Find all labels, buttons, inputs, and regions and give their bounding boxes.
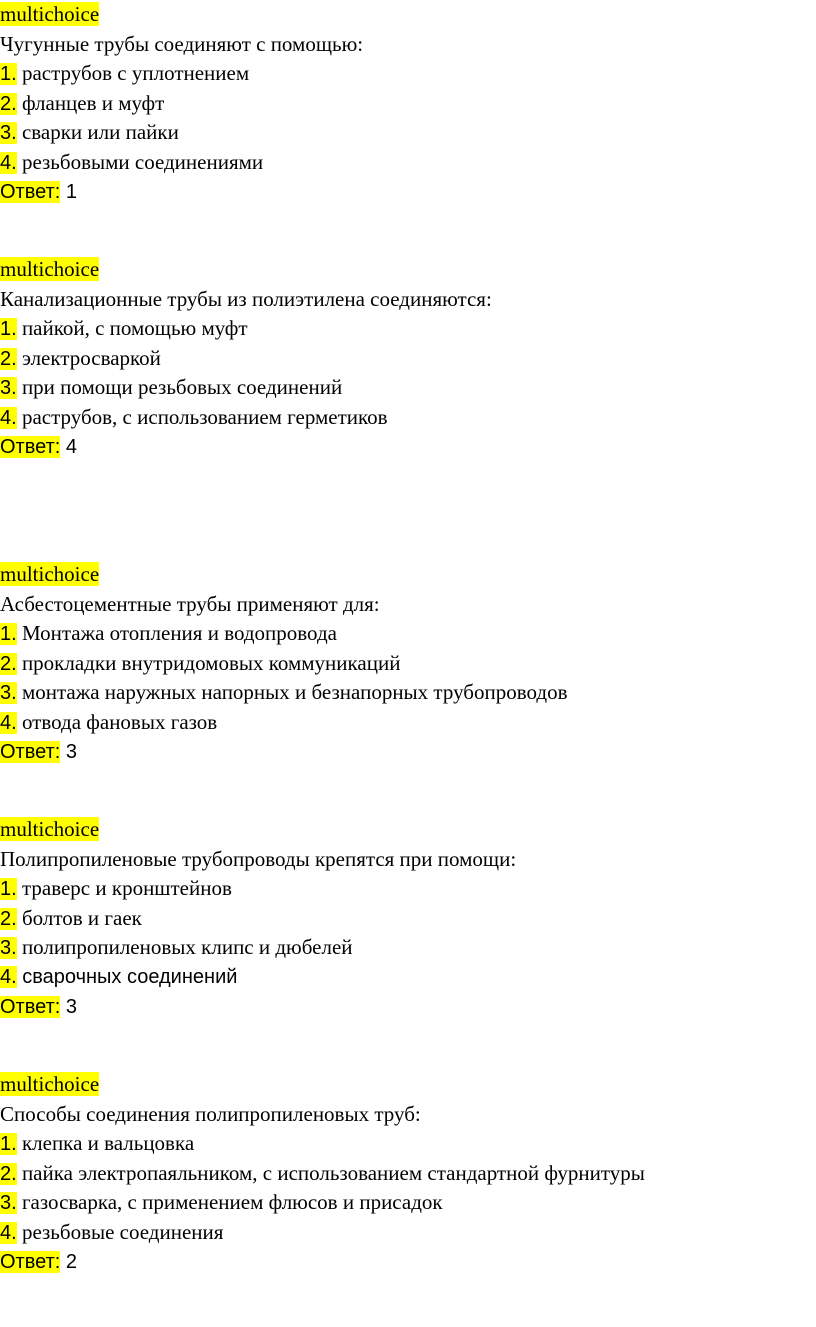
option-row	[0, 619, 816, 649]
answer-row	[0, 993, 816, 1023]
option-number: 2.	[0, 907, 17, 930]
option-number: 1.	[0, 878, 17, 901]
answer-row	[0, 178, 816, 208]
question-text: Канализационные трубы из полиэтилена соединяются:	[0, 286, 492, 311]
answer-label: Ответ:	[0, 180, 61, 203]
option-text: раструбов с уплотнением	[21, 61, 250, 86]
option-text: полипропиленовых клипс и дюбелей	[21, 935, 353, 960]
question-type-row	[0, 560, 816, 590]
option-text: газосварка, с применением флюсов и присадок	[21, 1190, 443, 1215]
question-type-row	[0, 255, 816, 285]
option-number: 4.	[0, 406, 17, 429]
option-row	[0, 963, 816, 993]
answer-label: Ответ:	[0, 995, 61, 1018]
option-row	[0, 344, 816, 374]
option-text: раструбов, с использованием герметиков	[21, 404, 388, 429]
answer-value: 4	[65, 435, 77, 458]
question-type-row	[0, 0, 816, 30]
question-block	[0, 0, 816, 207]
answer-value: 1	[65, 180, 77, 203]
option-number: 2.	[0, 652, 17, 675]
option-number: 4.	[0, 965, 17, 988]
option-number: 2.	[0, 347, 17, 370]
question-block	[0, 815, 816, 1022]
option-row	[0, 403, 816, 433]
option-text: отвода фановых газов	[21, 709, 218, 734]
option-text: Монтажа отопления и водопровода	[21, 621, 337, 646]
option-row	[0, 1188, 816, 1218]
option-number: 1.	[0, 1133, 17, 1156]
option-text: клепка и вальцовка	[21, 1131, 195, 1156]
option-text: болтов и гаек	[21, 905, 142, 930]
question-type-row	[0, 815, 816, 845]
option-number: 2.	[0, 92, 17, 115]
question-text: Асбестоцементные трубы применяют для:	[0, 591, 380, 616]
option-text: при помощи резьбовых соединений	[21, 375, 343, 400]
question-type-row	[0, 1070, 816, 1100]
option-row	[0, 59, 816, 89]
option-text: электросваркой	[21, 345, 161, 370]
option-text: сварки или пайки	[21, 120, 179, 145]
option-number: 1.	[0, 318, 17, 341]
question-text: Чугунные трубы соединяют с помощью:	[0, 31, 364, 56]
option-text: пайкой, с помощью муфт	[21, 316, 248, 341]
option-text: монтажа наружных напорных и безнапорных трубопроводов	[21, 680, 568, 705]
option-number: 3.	[0, 937, 17, 960]
answer-label: Ответ:	[0, 1250, 61, 1273]
option-row	[0, 1218, 816, 1248]
option-number: 2.	[0, 1162, 17, 1185]
answer-value: 3	[65, 740, 77, 763]
question-type-label: multichoice	[0, 1072, 100, 1096]
option-number: 1.	[0, 623, 17, 646]
option-text: траверс и кронштейнов	[21, 876, 232, 901]
question-block	[0, 560, 816, 767]
option-row	[0, 148, 816, 178]
option-row	[0, 89, 816, 119]
question-block	[0, 255, 816, 462]
answer-value: 3	[65, 995, 77, 1018]
option-number: 4.	[0, 151, 17, 174]
option-text: пайка электропаяльником, с использованием стандартной фурнитуры	[21, 1160, 645, 1185]
option-row	[0, 373, 816, 403]
option-row	[0, 649, 816, 679]
option-row	[0, 708, 816, 738]
option-number: 4.	[0, 711, 17, 734]
question-block	[0, 1070, 816, 1277]
option-number: 3.	[0, 682, 17, 705]
question-type-label: multichoice	[0, 2, 100, 26]
option-row	[0, 1159, 816, 1189]
option-row	[0, 118, 816, 148]
option-row	[0, 933, 816, 963]
question-type-label: multichoice	[0, 257, 100, 281]
answer-row	[0, 1248, 816, 1278]
option-text: резьбовыми соединениями	[21, 149, 264, 174]
option-text: сварочных соединений	[22, 965, 238, 988]
option-number: 3.	[0, 377, 17, 400]
answer-row	[0, 433, 816, 463]
option-text: фланцев и муфт	[21, 90, 165, 115]
answer-label: Ответ:	[0, 435, 61, 458]
option-row	[0, 314, 816, 344]
option-number: 1.	[0, 63, 17, 86]
question-type-label: multichoice	[0, 817, 100, 841]
answer-value: 2	[65, 1250, 77, 1273]
option-number: 3.	[0, 1192, 17, 1215]
answer-label: Ответ:	[0, 740, 61, 763]
option-row	[0, 904, 816, 934]
option-text: прокладки внутридомовых коммуникаций	[21, 650, 401, 675]
question-text: Полипропиленовые трубопроводы крепятся при помощи:	[0, 846, 517, 871]
option-number: 4.	[0, 1221, 17, 1244]
question-text: Способы соединения полипропиленовых труб:	[0, 1101, 421, 1126]
option-text: резьбовые соединения	[21, 1219, 224, 1244]
option-row	[0, 678, 816, 708]
answer-row	[0, 738, 816, 768]
option-row	[0, 874, 816, 904]
question-type-label: multichoice	[0, 562, 100, 586]
option-row	[0, 1129, 816, 1159]
option-number: 3.	[0, 122, 17, 145]
